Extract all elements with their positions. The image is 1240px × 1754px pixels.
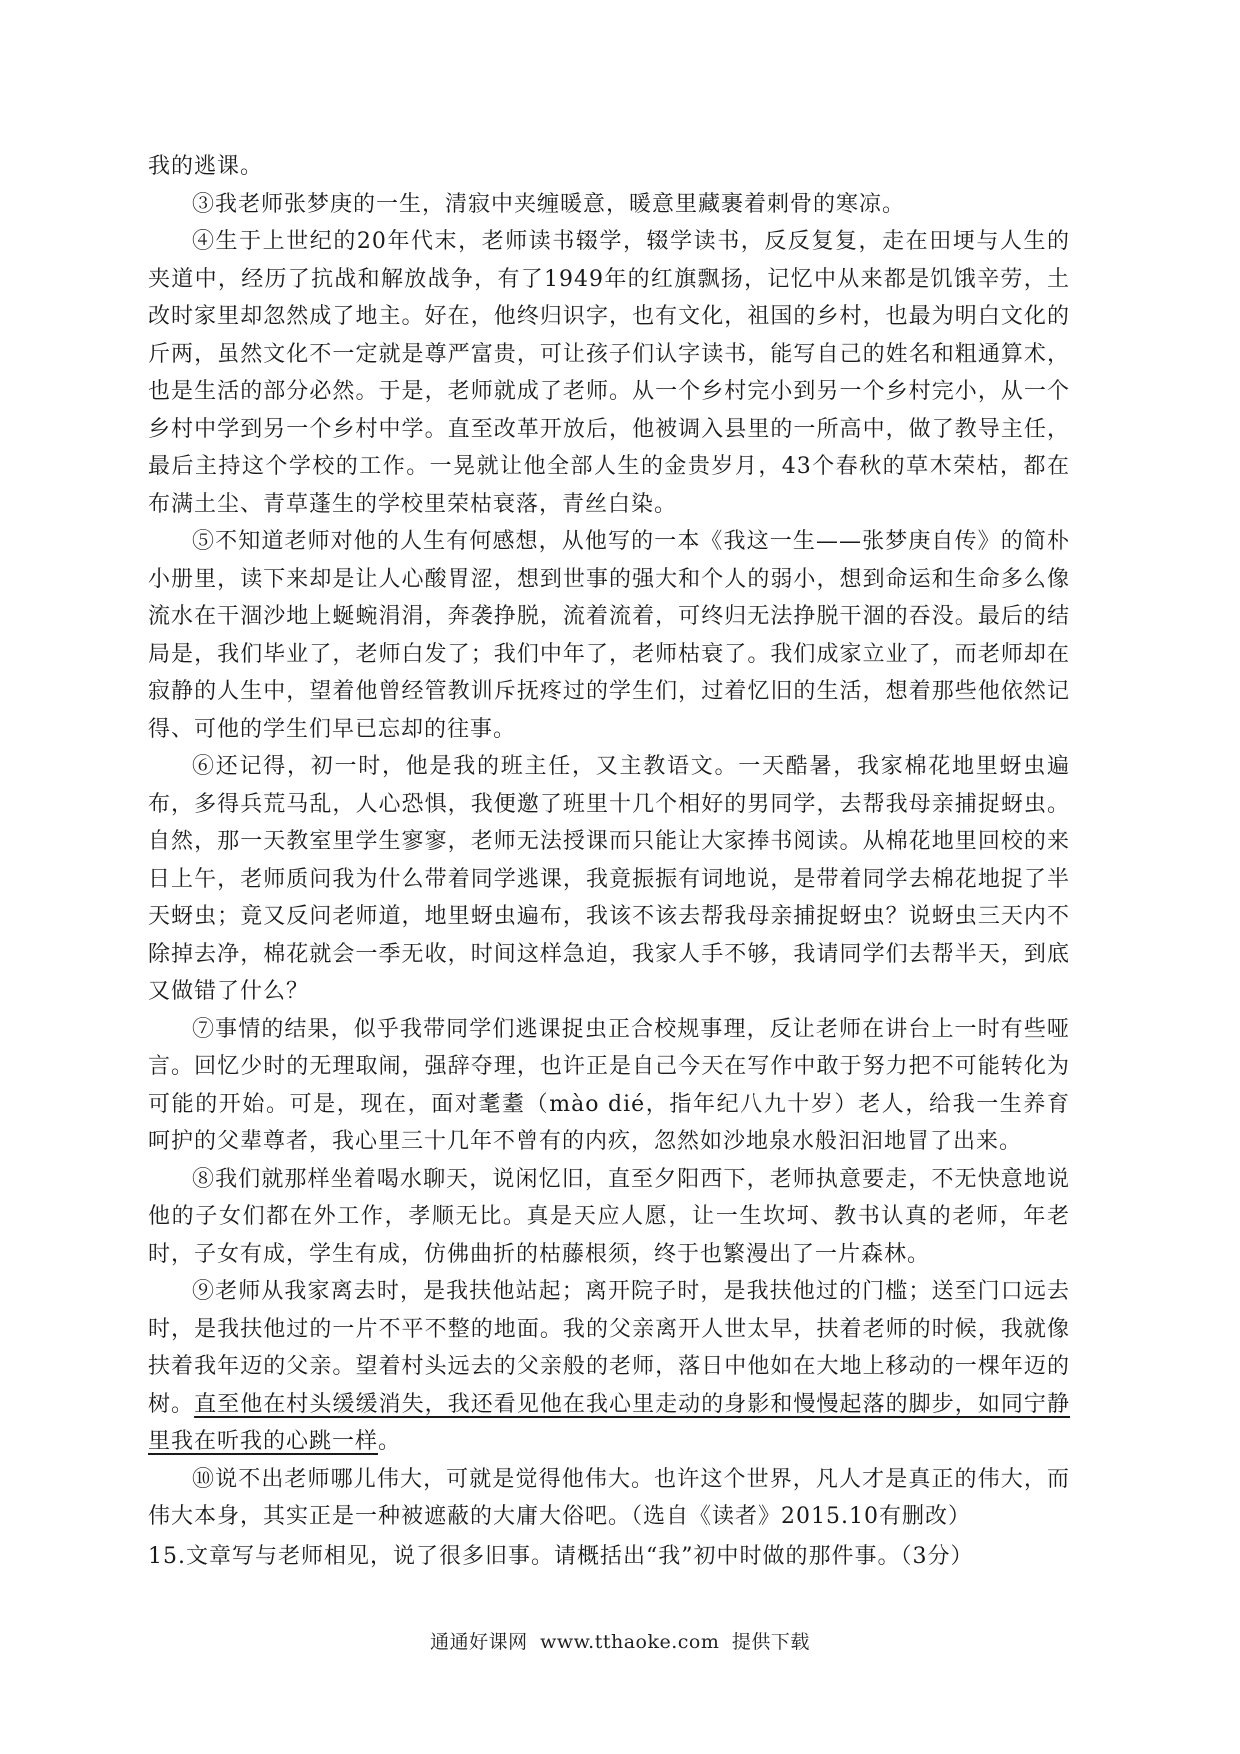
paragraph-10: ⑩说不出老师哪儿伟大，可就是觉得他伟大。也许这个世界，凡人才是真正的伟大，而伟大本身，其实正是一种被遮蔽的大庸大俗吧。（选自《读者》2015.10有删改） xyxy=(148,1466,1070,1529)
paragraph-4: ④生于上世纪的20年代末，老师读书辍学，辍学读书，反反复复，走在田埂与人生的夹道中，经历了抗战和解放战争，有了1949年的红旗飘扬，记忆中从来都是饥饿辛劳，土改时家里却忽然成了地主。好在，他终归识字，也有文化，祖国的乡村，也最为明白文化的斤两，虽然文化不一定就是尊严富贵，可让孩子们认字读书，能写自己的姓名和粗通算术，也是生活的部分必然。于是，老师就成了老师。从一个乡村完小到另一个乡村完小，从一个乡村中学到另一个乡村中学。直至改革开放后，他被调入县里的一所高中，做了教导主任，最后主持这个学校的工作。一晃就让他全部人生的金贵岁月，43个春秋的草木荣枯，都在布满土尘、青草蓬生的学校里荣枯衰落，青丝白染。 xyxy=(148,229,1070,517)
paragraph-9-text: ⑨老师从我家离去时，是我扶他站起；离开院子时，是我扶他过的门槛；送至门口远去时，是我扶他过的一片不平不整的地面。我的父亲离开人世太早，扶着老师的时候，我就像扶着我年迈的父亲。望着村头远去的父亲般的老师，落日中他如在大地上移动的一棵年迈的树。 xyxy=(148,1279,1070,1417)
paragraph-6: ⑥还记得，初一时，他是我的班主任，又主教语文。一天酷暑，我家棉花地里蚜虫遍布，多得兵荒马乱，人心恐惧，我便邀了班里十几个相好的男同学，去帮我母亲捕捉蚜虫。自然，那一天教室里学生寥寥，老师无法授课而只能让大家捧书阅读。从棉花地里回校的来日上午，老师质问我为什么带着同学逃课，我竟振振有词地说，是带着同学去棉花地捉了半天蚜虫；竟又反问老师道，地里蚜虫遍布，我该不该去帮我母亲捕捉蚜虫？说蚜虫三天内不除掉去净，棉花就会一季无收，时间这样急迫，我家人手不够，我请同学们去帮半天，到底又做错了什么？ xyxy=(148,754,1070,1004)
underlined-sentence: 直至他在村头缓缓消失，我还看见他在我心里走动的身影和慢慢起落的脚步，如同宁静里我在听我的心跳一样 xyxy=(148,1391,1070,1454)
footer-url: www.tthaoke.com xyxy=(540,1631,720,1653)
paragraph-3: ③我老师张梦庚的一生，清寂中夹缠暖意，暖意里藏裹着刺骨的寒凉。 xyxy=(192,191,906,217)
paragraph-5: ⑤不知道老师对他的人生有何感想，从他写的一本《我这一生——张梦庚自传》的简朴小册里，读下来却是让人心酸胃涩，想到世事的强大和个人的弱小，想到命运和生命多么像流水在干涸沙地上蜒蜿涓涓，奔袭挣脱，流着流着，可终归无法挣脱干涸的吞没。最后的结局是，我们毕业了，老师白发了；我们中年了，老师枯衰了。我们成家立业了，而老师却在寂静的人生中，望着他曾经管教训斥抚疼过的学生们，过着忆旧的生活，想着那些他依然记得、可他的学生们早已忘却的往事。 xyxy=(148,529,1070,742)
question-15: 15.文章写与老师相见，说了很多旧事。请概括出“我”初中时做的那件事。（3分） xyxy=(148,1543,974,1569)
paragraph-7: ⑦事情的结果，似乎我带同学们逃课捉虫正合校规事理，反让老师在讲台上一时有些哑言。回忆少时的无理取闹，强辞夺理，也许正是自己今天在写作中敢于努力把不可能转化为可能的开始。可是，现在，面对耄耋（mào dié，指年纪八九十岁）老人，给我一生养育呵护的父辈尊者，我心里三十几年不曾有的内疚，忽然如沙地泉水般汩汩地冒了出来。 xyxy=(148,1016,1070,1154)
paragraph-9-end: 。 xyxy=(378,1429,402,1454)
paragraph-9 xyxy=(148,1273,1070,1461)
article-body xyxy=(148,148,1070,1575)
paragraph-intro-fragment: 我的逃课。 xyxy=(148,154,264,179)
page-footer xyxy=(0,1627,1240,1654)
paragraph-8: ⑧我们就那样坐着喝水聊天，说闲忆旧，直至夕阳西下，老师执意要走，不无快意地说他的子女们都在外工作，孝顺无比。真是天应人愿，让一生坎坷、教书认真的老师，年老时，子女有成，学生有成，仿佛曲折的枯藤根须，终于也繁漫出了一片森林。 xyxy=(148,1166,1070,1267)
footer-action: 提供下载 xyxy=(731,1631,810,1653)
footer-site-name: 通通好课网 xyxy=(430,1631,528,1653)
